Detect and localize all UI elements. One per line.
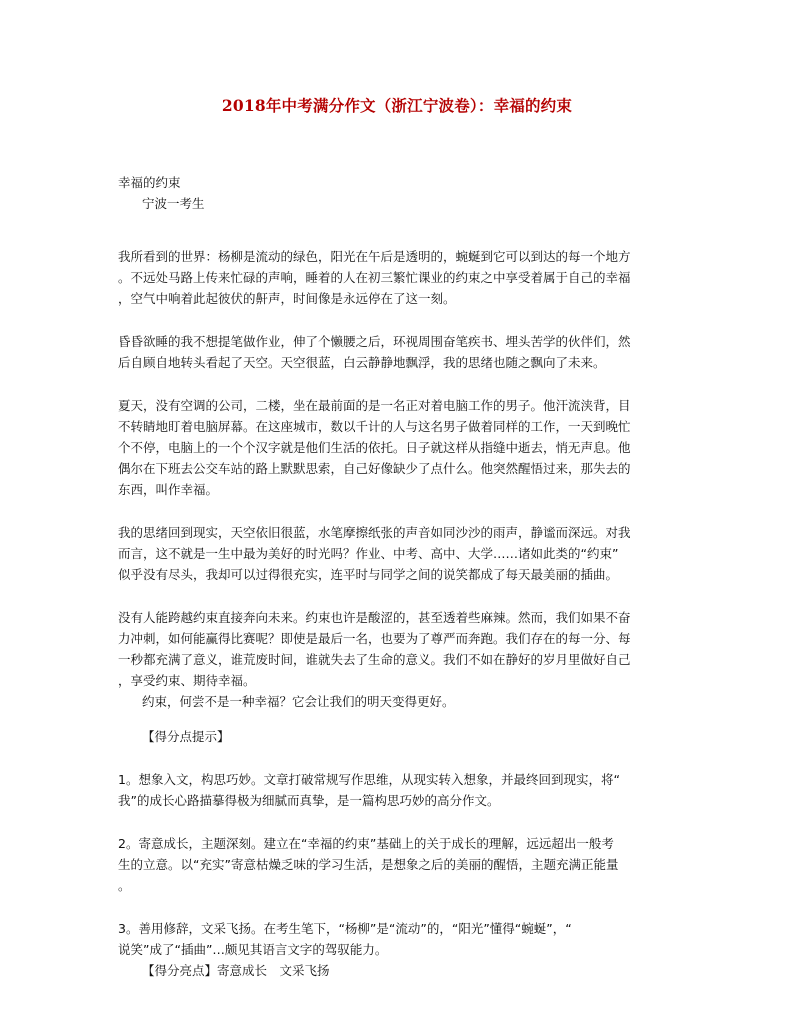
paragraph xyxy=(118,607,683,691)
paragraph-line: ，享受约束、期待幸福。 xyxy=(118,673,256,688)
paragraph-line: 力冲刺，如何能赢得比赛呢？即使是最后一名，也要为了尊严而奔跑。我们存在的每一分、每 xyxy=(118,631,631,646)
paragraph-line: ，空气中响着此起彼伏的鼾声，时间像是永远停在了这一刻。 xyxy=(118,291,456,306)
tip-item xyxy=(118,833,683,896)
paragraph-line: 似乎没有尽头，我却可以过得很充实，连平时与同学之间的说笑都成了每天最美丽的插曲。 xyxy=(118,567,619,582)
paragraph xyxy=(118,522,683,585)
tip-line: 我”的成长心路描摹得极为细腻而真挚，是一篇构思巧妙的高分作文。 xyxy=(118,793,500,808)
paragraph-line: 我所看到的世界：杨柳是流动的绿色，阳光在午后是透明的，蜿蜒到它可以到达的每一个地方 xyxy=(118,249,631,264)
paragraph-line: 没有人能跨越约束直接奔向未来。约束也许是酸涩的，甚至透着些麻辣。然而，我们如果不奋 xyxy=(118,610,631,625)
tips-heading: 【得分点提示】 xyxy=(142,729,230,744)
tip-line: 1。想象入文，构思巧妙。文章打破常规写作思维，从现实转入想象，并最终回到现实，将“ xyxy=(118,772,620,787)
paragraph-line: 我的思绪回到现实，天空依旧很蓝，水笔摩擦纸张的声音如同沙沙的雨声，静谧而深远。对我 xyxy=(118,525,631,540)
paragraph-line: 东西，叫作幸福。 xyxy=(118,482,219,497)
tip-line: 说笑”成了“插曲”…颇见其语言文字的驾驭能力。 xyxy=(118,942,388,957)
tip-line: 3。善用修辞，文采飞扬。在考生笔下，“杨柳”是“流动”的，“阳光”懂得“蜿蜒”，“ xyxy=(118,921,572,936)
paragraph-line: 不转睛地盯着电脑屏幕。在这座城市，数以千计的人与这名男子做着同样的工作，一天到晚忙 xyxy=(118,419,631,434)
paragraph-line: 而言，这不就是一生中最为美好的时光吗？作业、中考、高中、大学……诸如此类的“约束” xyxy=(118,546,619,561)
paragraph xyxy=(118,246,683,309)
tip-item xyxy=(118,769,683,811)
paragraph-line: 偶尔在下班去公交车站的路上默默思索，自己好像缺少了点什么。他突然醒悟过来，那失去的 xyxy=(118,461,631,476)
paragraph-line: 夏天，没有空调的公司，二楼，坐在最前面的是一名正对着电脑工作的男子。他汗流浃背，目 xyxy=(118,398,631,413)
paragraph-line: 。不远处马路上传来忙碌的声响，睡着的人在初三繁忙课业的约束之中享受着属于自己的幸福 xyxy=(118,270,631,285)
paragraph-line: 个不停，电脑上的一个个汉字就是他们生活的依托。日子就这样从指缝中逝去，悄无声息。他 xyxy=(118,440,631,455)
paragraph-line: 一秒都充满了意义，谁荒废时间，谁就失去了生命的意义。我们不如在静好的岁月里做好自己 xyxy=(118,652,631,667)
tip-item xyxy=(118,918,683,960)
essay-author: 宁波一考生 xyxy=(142,196,205,211)
document-body xyxy=(118,172,683,981)
highlights-line: 【得分亮点】寄意成长 文采飞扬 xyxy=(142,963,330,978)
essay-title: 幸福的约束 xyxy=(118,175,181,190)
paragraph xyxy=(118,331,683,373)
paragraph-line: 后自顾自地转头看起了天空。天空很蓝，白云静静地飘浮，我的思绪也随之飘向了未来。 xyxy=(118,355,606,370)
closing-line: 约束，何尝不是一种幸福？它会让我们的明天变得更好。 xyxy=(142,694,455,709)
tip-line: 。 xyxy=(118,878,131,893)
tip-line: 生的立意。以“充实”寄意枯燥乏味的学习生活，是想象之后的美丽的醒悟，主题充满正能量 xyxy=(118,857,619,872)
document-title: 2018年中考满分作文（浙江宁波卷）：幸福的约束 xyxy=(221,96,573,115)
tip-line: 2。寄意成长，主题深刻。建立在“幸福的约束”基础上的关于成长的理解，远远超出一般考 xyxy=(118,836,614,851)
paragraph xyxy=(118,395,683,500)
paragraph-line: 昏昏欲睡的我不想提笔做作业，伸了个懒腰之后，环视周围奋笔疾书、埋头苦学的伙伴们，然 xyxy=(118,334,631,349)
